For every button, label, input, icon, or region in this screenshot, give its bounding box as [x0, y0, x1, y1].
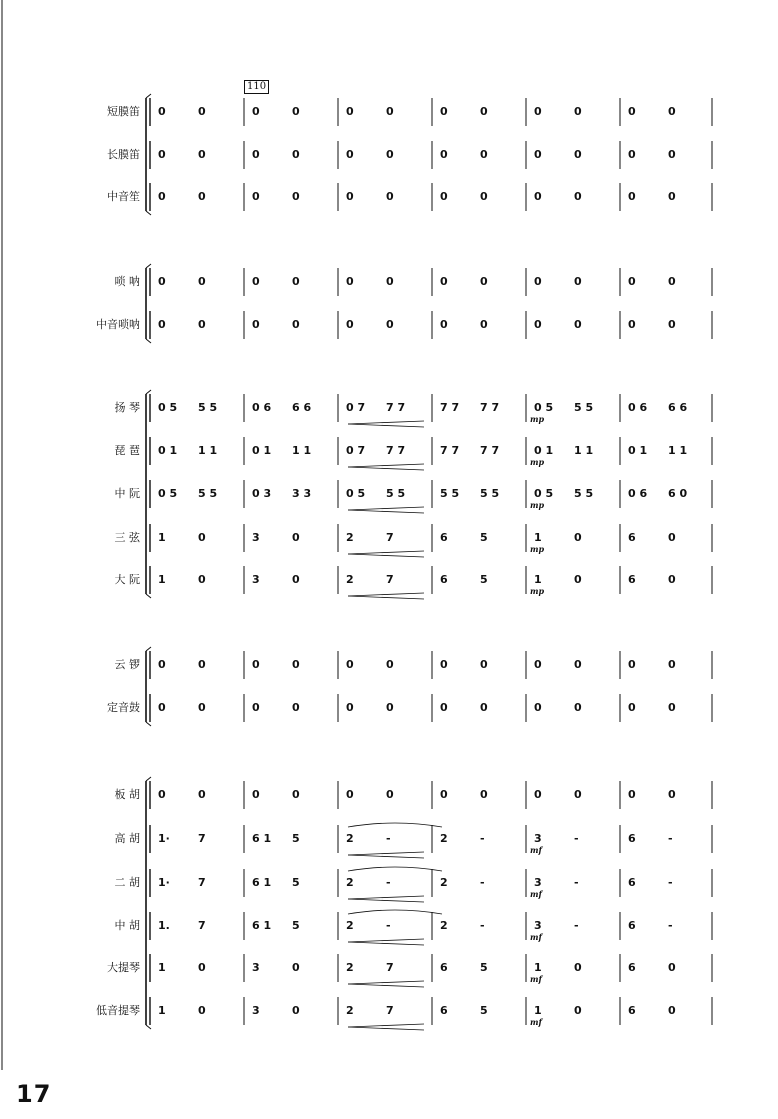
note-token: 0	[534, 275, 542, 288]
note-token: 2	[346, 919, 354, 932]
note-token: 0	[668, 961, 676, 974]
note-token: 5	[292, 876, 300, 889]
note-token: 5 5	[440, 487, 460, 500]
note-token: 0	[628, 788, 636, 801]
note-token: 0	[346, 275, 354, 288]
note-token: 5	[292, 919, 300, 932]
tie-curve	[348, 910, 442, 914]
note-token: 5	[480, 573, 488, 586]
note-token: 0	[386, 148, 394, 161]
note-token: 7	[386, 573, 394, 586]
note-token: 0	[440, 788, 448, 801]
note-token: 0	[158, 105, 166, 118]
note-token: 6	[628, 961, 636, 974]
bracket-bottom-hook	[146, 594, 151, 598]
note-token: 0	[292, 105, 300, 118]
note-token: 0	[668, 788, 676, 801]
bracket-bottom-hook	[146, 1025, 151, 1029]
note-token: 1	[534, 573, 542, 586]
note-token: 0	[440, 190, 448, 203]
note-token: 0	[574, 961, 582, 974]
note-token: 2	[346, 573, 354, 586]
note-token: 1 1	[198, 444, 218, 457]
note-token: 1.	[158, 919, 170, 932]
note-token: 0	[668, 1004, 676, 1017]
crescendo-hairpin	[348, 855, 424, 858]
note-token: 0	[628, 105, 636, 118]
dynamic-mark: mf	[530, 845, 542, 855]
note-token: 2	[440, 919, 448, 932]
note-token: 0	[668, 573, 676, 586]
note-token: 0	[534, 190, 542, 203]
note-token: 0	[668, 318, 676, 331]
note-token: 3	[252, 531, 260, 544]
note-token: 5 5	[198, 487, 218, 500]
note-token: 3	[252, 1004, 260, 1017]
note-token: 0	[574, 701, 582, 714]
note-token: 0	[346, 148, 354, 161]
note-token: 0	[252, 275, 260, 288]
note-token: 0	[198, 573, 206, 586]
note-token: 0	[386, 658, 394, 671]
note-token: 0	[292, 531, 300, 544]
bracket-bottom-hook	[146, 339, 151, 343]
page-number: 17	[16, 1080, 52, 1108]
crescendo-hairpin	[348, 596, 424, 599]
note-token: -	[480, 919, 485, 932]
note-token: 6	[440, 1004, 448, 1017]
note-token: 0	[668, 531, 676, 544]
note-token: 0	[628, 275, 636, 288]
dynamic-mark: mf	[530, 889, 542, 899]
note-token: 0	[440, 701, 448, 714]
rehearsal-mark: 110	[244, 80, 269, 94]
note-token: 6	[440, 573, 448, 586]
note-token: 6 1	[252, 876, 272, 889]
dynamic-mark: mp	[530, 586, 545, 596]
note-token: 0	[198, 788, 206, 801]
note-token: 5	[480, 961, 488, 974]
bracket-top-hook	[146, 390, 151, 394]
note-token: 0	[292, 275, 300, 288]
note-token: 6	[628, 573, 636, 586]
note-token: 1	[534, 961, 542, 974]
note-token: 6	[440, 531, 448, 544]
note-token: 0	[574, 573, 582, 586]
note-token: 5 5	[480, 487, 500, 500]
note-token: 2	[346, 1004, 354, 1017]
note-token: 0	[386, 275, 394, 288]
note-token: 7 7	[386, 401, 406, 414]
dynamic-mark: mp	[530, 500, 545, 510]
note-token: 3 3	[292, 487, 312, 500]
crescendo-hairpin	[348, 507, 424, 510]
note-token: 0	[292, 1004, 300, 1017]
note-token: 1·	[158, 832, 170, 845]
note-token: 7 7	[386, 444, 406, 457]
instrument-label: 短膜笛	[107, 105, 140, 118]
bracket-top-hook	[146, 264, 151, 268]
crescendo-hairpin	[348, 981, 424, 984]
note-token: 3	[252, 961, 260, 974]
note-token: 0	[574, 1004, 582, 1017]
note-token: 0	[198, 105, 206, 118]
note-token: 0	[252, 190, 260, 203]
note-token: 0	[198, 961, 206, 974]
note-token: 0	[346, 105, 354, 118]
tie-curve	[348, 823, 442, 827]
note-token: 0	[252, 658, 260, 671]
note-token: 0	[292, 658, 300, 671]
note-token: 2	[346, 961, 354, 974]
note-token: 0	[628, 190, 636, 203]
tie-curve	[348, 867, 442, 871]
note-token: 6	[628, 832, 636, 845]
note-token: 0	[158, 788, 166, 801]
note-token: 0	[158, 275, 166, 288]
instrument-label: 大提琴	[107, 961, 140, 974]
note-token: 6	[440, 961, 448, 974]
note-token: 7 7	[440, 444, 460, 457]
crescendo-hairpin	[348, 1024, 424, 1027]
note-token: 0	[668, 275, 676, 288]
note-token: 6	[628, 1004, 636, 1017]
crescendo-hairpin	[348, 421, 424, 424]
note-token: 0	[480, 788, 488, 801]
note-token: 7	[386, 1004, 394, 1017]
note-token: 0 5	[534, 401, 554, 414]
note-token: 7	[386, 961, 394, 974]
note-token: 0	[574, 658, 582, 671]
note-token: 5	[480, 1004, 488, 1017]
instrument-label: 定音鼓	[107, 701, 140, 714]
instrument-label: 唢 呐	[114, 275, 140, 288]
instrument-label: 高 胡	[114, 832, 140, 845]
note-token: 0	[534, 148, 542, 161]
note-token: 0	[534, 701, 542, 714]
note-token: 0	[198, 318, 206, 331]
dynamic-mark: mp	[530, 414, 545, 424]
dynamic-mark: mf	[530, 932, 542, 942]
note-token: 0	[252, 105, 260, 118]
note-token: 1 1	[574, 444, 594, 457]
note-token: 1	[158, 573, 166, 586]
bracket-bottom-hook	[146, 722, 151, 726]
note-token: 0	[292, 190, 300, 203]
crescendo-hairpin	[348, 896, 424, 899]
note-token: 5 5	[198, 401, 218, 414]
note-token: 6 0	[668, 487, 688, 500]
note-token: 1	[158, 961, 166, 974]
note-token: 3	[534, 919, 542, 932]
note-token: 0	[668, 658, 676, 671]
crescendo-hairpin	[348, 942, 424, 945]
note-token: 0	[480, 275, 488, 288]
note-token: 0	[198, 531, 206, 544]
note-token: 0	[346, 658, 354, 671]
note-token: 3	[252, 573, 260, 586]
note-token: 0 3	[252, 487, 272, 500]
crescendo-hairpin	[348, 593, 424, 596]
note-token: 0	[574, 531, 582, 544]
note-token: -	[668, 919, 673, 932]
note-token: 0	[668, 701, 676, 714]
note-token: -	[480, 876, 485, 889]
note-token: 1	[534, 531, 542, 544]
note-token: 0	[534, 658, 542, 671]
note-token: 0	[440, 658, 448, 671]
note-token: 7 7	[480, 401, 500, 414]
note-token: 0	[386, 190, 394, 203]
note-token: 0 7	[346, 401, 366, 414]
note-token: 0 1	[252, 444, 272, 457]
note-token: -	[574, 919, 579, 932]
note-token: 1 1	[292, 444, 312, 457]
instrument-label: 中 阮	[114, 487, 140, 500]
note-token: 0 5	[158, 401, 178, 414]
note-token: 0	[668, 148, 676, 161]
note-token: 1 1	[668, 444, 688, 457]
instrument-label: 扬 琴	[114, 401, 140, 414]
note-token: 0	[158, 190, 166, 203]
crescendo-hairpin	[348, 1027, 424, 1030]
note-token: 0	[346, 701, 354, 714]
dynamic-mark: mf	[530, 1017, 542, 1027]
note-token: 0	[252, 318, 260, 331]
note-token: 0	[574, 105, 582, 118]
note-token: 0	[440, 105, 448, 118]
note-token: 0	[198, 701, 206, 714]
note-token: 0	[252, 148, 260, 161]
instrument-label: 二 胡	[114, 876, 140, 889]
note-token: 0	[158, 658, 166, 671]
instrument-label: 板 胡	[114, 788, 140, 801]
note-token: 0	[480, 701, 488, 714]
note-token: 0	[386, 105, 394, 118]
note-token: 0	[198, 275, 206, 288]
note-token: 0	[292, 148, 300, 161]
note-token: 0 6	[252, 401, 272, 414]
note-token: 0	[386, 701, 394, 714]
note-token: 0	[158, 318, 166, 331]
crescendo-hairpin	[348, 554, 424, 557]
note-token: 0	[480, 658, 488, 671]
note-token: 7	[198, 876, 206, 889]
note-token: 0	[668, 190, 676, 203]
note-token: 0 1	[158, 444, 178, 457]
note-token: -	[668, 876, 673, 889]
instrument-label: 大 阮	[114, 573, 140, 586]
instrument-label: 云 锣	[114, 658, 140, 671]
note-token: 1·	[158, 876, 170, 889]
note-token: -	[574, 876, 579, 889]
crescendo-hairpin	[348, 852, 424, 855]
note-token: 0	[440, 275, 448, 288]
note-token: 5	[480, 531, 488, 544]
note-token: 0	[198, 148, 206, 161]
note-token: 0 1	[628, 444, 648, 457]
dynamic-mark: mf	[530, 974, 542, 984]
note-token: 0	[440, 148, 448, 161]
note-token: 7	[198, 919, 206, 932]
note-token: 0	[574, 148, 582, 161]
note-token: 0	[628, 318, 636, 331]
instrument-label: 长膜笛	[107, 148, 140, 161]
note-token: 6	[628, 876, 636, 889]
note-token: 7 7	[480, 444, 500, 457]
crescendo-hairpin	[348, 510, 424, 513]
note-token: 3	[534, 832, 542, 845]
bracket-bottom-hook	[146, 211, 151, 215]
note-token: 0	[198, 658, 206, 671]
note-token: -	[386, 832, 391, 845]
note-token: 6	[628, 531, 636, 544]
note-token: 0	[252, 788, 260, 801]
note-token: 0	[198, 1004, 206, 1017]
crescendo-hairpin	[348, 899, 424, 902]
note-token: 0 7	[346, 444, 366, 457]
note-token: 0	[574, 788, 582, 801]
note-token: 0	[574, 190, 582, 203]
note-token: -	[668, 832, 673, 845]
bracket-top-hook	[146, 777, 151, 781]
note-token: 0 6	[628, 487, 648, 500]
note-token: 0	[574, 275, 582, 288]
note-token: 6 6	[668, 401, 688, 414]
note-token: 0 5	[534, 487, 554, 500]
note-token: 0	[628, 701, 636, 714]
note-token: 5 5	[574, 401, 594, 414]
note-token: 0 6	[628, 401, 648, 414]
instrument-label: 三 弦	[114, 531, 140, 544]
crescendo-hairpin	[348, 464, 424, 467]
note-token: 0 5	[158, 487, 178, 500]
crescendo-hairpin	[348, 551, 424, 554]
note-token: 0 5	[346, 487, 366, 500]
note-token: 0	[480, 148, 488, 161]
crescendo-hairpin	[348, 467, 424, 470]
note-token: 0	[534, 105, 542, 118]
note-token: 6 6	[292, 401, 312, 414]
note-token: 6 1	[252, 832, 272, 845]
crescendo-hairpin	[348, 984, 424, 987]
note-token: 0	[386, 788, 394, 801]
note-token: 2	[346, 531, 354, 544]
note-token: 0	[292, 701, 300, 714]
note-token: 2	[440, 876, 448, 889]
instrument-label: 琵 琶	[114, 444, 140, 457]
note-token: 0	[480, 105, 488, 118]
note-token: 0	[346, 788, 354, 801]
note-token: 1	[534, 1004, 542, 1017]
dynamic-mark: mp	[530, 457, 545, 467]
note-token: 0	[252, 701, 260, 714]
note-token: 6	[628, 919, 636, 932]
note-token: -	[574, 832, 579, 845]
crescendo-hairpin	[348, 939, 424, 942]
note-token: 0	[346, 318, 354, 331]
note-token: 2	[346, 876, 354, 889]
note-token: 0	[628, 148, 636, 161]
note-token: 0	[158, 701, 166, 714]
note-token: 2	[440, 832, 448, 845]
note-token: 0	[292, 961, 300, 974]
note-token: 0	[440, 318, 448, 331]
instrument-label: 中音唢呐	[96, 318, 140, 331]
note-token: 0	[574, 318, 582, 331]
note-token: 0	[346, 190, 354, 203]
note-token: 7	[386, 531, 394, 544]
note-token: 0	[534, 788, 542, 801]
instrument-label: 中 胡	[114, 919, 140, 932]
note-token: 1	[158, 1004, 166, 1017]
note-token: 5 5	[574, 487, 594, 500]
note-token: 0 1	[534, 444, 554, 457]
dynamic-mark: mp	[530, 544, 545, 554]
note-token: 7 7	[440, 401, 460, 414]
note-token: 2	[346, 832, 354, 845]
note-token: -	[386, 876, 391, 889]
note-token: 0	[198, 190, 206, 203]
note-token: 0	[480, 190, 488, 203]
note-token: 7	[198, 832, 206, 845]
bracket-top-hook	[146, 94, 151, 98]
note-token: 5 5	[386, 487, 406, 500]
instrument-label: 中音笙	[107, 190, 140, 203]
instrument-label: 低音提琴	[96, 1004, 140, 1017]
note-token: 6 1	[252, 919, 272, 932]
note-token: 0	[292, 318, 300, 331]
note-token: -	[480, 832, 485, 845]
bracket-top-hook	[146, 647, 151, 651]
note-token: 5	[292, 832, 300, 845]
note-token: 0	[628, 658, 636, 671]
note-token: 0	[534, 318, 542, 331]
note-token: 0	[386, 318, 394, 331]
note-token: -	[386, 919, 391, 932]
note-token: 3	[534, 876, 542, 889]
note-token: 0	[480, 318, 488, 331]
note-token: 0	[292, 573, 300, 586]
crescendo-hairpin	[348, 424, 424, 427]
note-token: 0	[668, 105, 676, 118]
note-token: 1	[158, 531, 166, 544]
note-token: 0	[292, 788, 300, 801]
note-token: 0	[158, 148, 166, 161]
